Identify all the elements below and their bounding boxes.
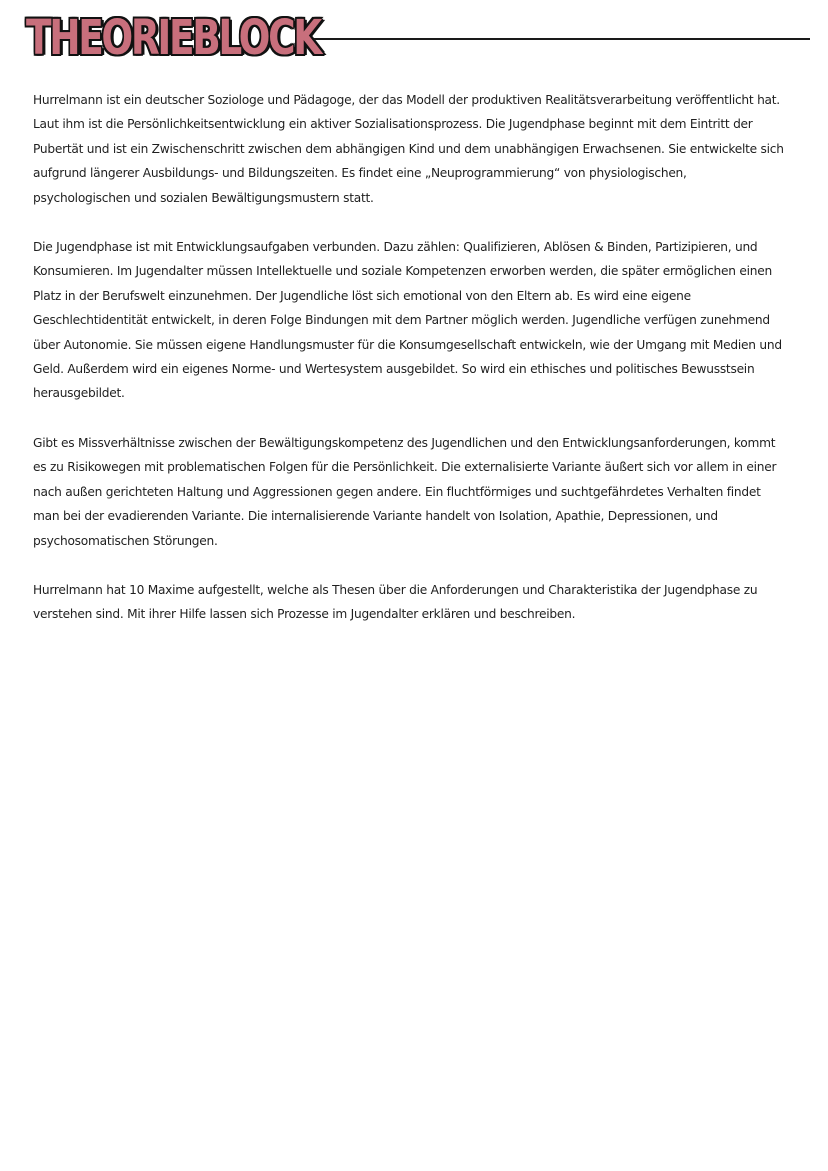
paragraph-3: Gibt es Missverhältnisse zwischen der Bewältigungskompetenz des Jugendlichen und den Entwicklungsanforderungen, kommt es zu Risikowegen mit problematischen Folgen für die Persönlichkeit. Die externalisierte Variante äußert sich vor allem in einer nach außen gerichteten Haltung und Aggressionen gegen andere. Ein fluchtförmiges und suchtgefährdetes Verhalten findet man bei der evadierenden Variante. Die internalisierende Variante handelt von Isolation, Apathie, Depressionen, und psychosomatischen Störungen. <box>33 435 777 548</box>
page-title: THEORIEBLOCK <box>26 10 320 66</box>
body-text <box>33 88 785 652</box>
paragraph-2: Die Jugendphase ist mit Entwicklungsaufgaben verbunden. Dazu zählen: Qualifizieren, Ablösen & Binden, Partizipieren, und Konsumieren. Im Jugendalter müssen Intellektuelle und soziale Kompetenzen erworben werden, die später ermöglichen einen Platz in der Berufswelt einzunehmen. Der Jugendliche löst sich emotional von den Eltern ab. Es wird eine eigene Geschlechtidentität entwickelt, in deren Folge Bindungen mit dem Partner möglich werden. Jugendliche verfügen zunehmend über Autonomie. Sie müssen eigene Handlungsmuster für die Konsumgesellschaft entwickeln, wie der Umgang mit Medien und Geld. Außerdem wird ein eigenes Norme- und Wertesystem ausgebildet. So wird ein ethisches und politisches Bewusstsein herausgebildet. <box>33 240 782 401</box>
paragraph-4: Hurrelmann hat 10 Maxime aufgestellt, welche als Thesen über die Anforderungen und Charakteristika der Jugendphase zu verstehen sind. Mit ihrer Hilfe lassen sich Prozesse im Jugendalter erklären und beschreiben. <box>33 582 758 622</box>
title-divider <box>314 38 810 40</box>
paragraph-1: Hurrelmann ist ein deutscher Soziologe und Pädagoge, der das Modell der produktiven Realitätsverarbeitung veröffentlicht hat. Laut ihm ist die Persönlichkeitsentwicklung ein aktiver Sozialisationsprozess. Die Jugendphase beginnt mit dem Eintritt der Pubertät und ist ein Zwischenschritt zwischen dem abhängigen Kind und dem unabhängigen Erwachsenen. Sie entwickelte sich aufgrund längerer Ausbildungs- und Bildungszeiten. Es findet eine „Neuprogrammierung“ von physiologischen, psychologischen und sozialen Bewältigungsmustern statt. <box>33 93 784 205</box>
page-header <box>26 8 810 68</box>
